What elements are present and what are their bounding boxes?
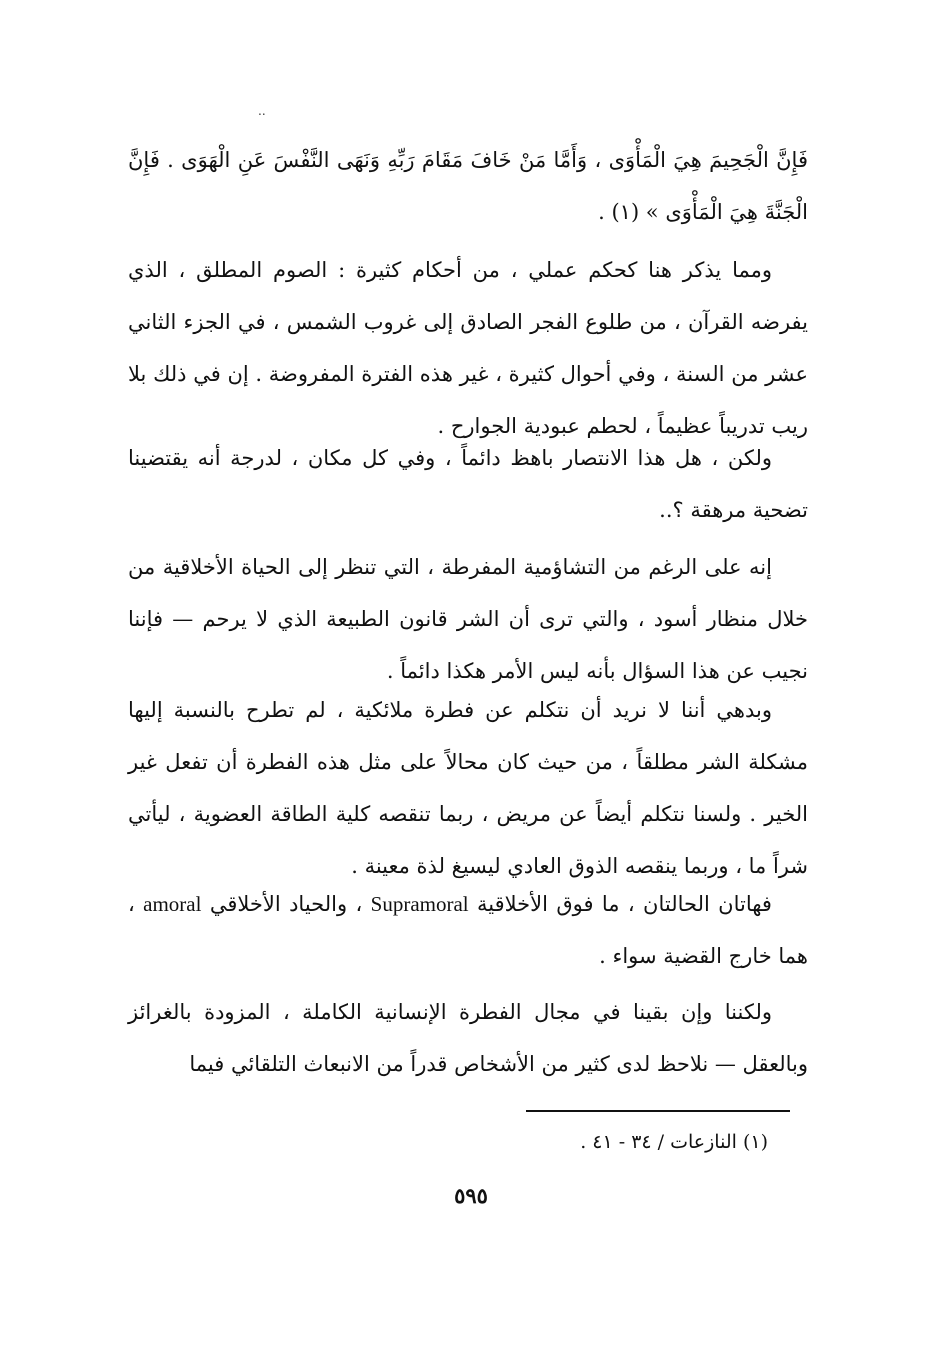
footnote: (١) النازعات / ٣٤ - ٤١ . [580,1131,768,1153]
term-supramoral: Supramoral [370,892,469,916]
quran-verse: فَإِنَّ الْجَحِيمَ هِيَ الْمَأْوَى ، وَأَمَّا مَنْ خَافَ مَقَامَ رَبِّهِ وَنَهَى النَّفْسَ عَنِ الْهَوَى . فَإِنَّ الْجَنَّةَ هِيَ الْمَأْوَى » (١) . [128,148,808,224]
paragraph-pessimism: إنه على الرغم من التشاؤمية المفرطة ، التي تنظر إلى الحياة الأخلاقية من خلال منظار أسود ، والتي ترى أن الشر قانون الطبيعة الذي لا يرحم — فإننا نجيب عن هذا السؤال بأنه ليس الأمر هكذا دائماً . [128,555,808,683]
term-amoral: amoral [143,892,202,916]
paragraph-question: ولكن ، هل هذا الانتصار باهظ دائماً ، وفي كل مكان ، لدرجة أنه يقتضينا تضحية مرهقة ؟.. [128,446,808,522]
top-mark: .. [258,104,266,118]
paragraph-human-nature: ولكننا وإن بقينا في مجال الفطرة الإنسانية الكاملة ، المزودة بالغرائز وبالعقل — نلاحظ لدى كثير من الأشخاص قدراً من الانبعاث التلقائي فيما [128,1000,808,1076]
page-number: ٥٩٥ [454,1183,488,1208]
two-states-text-start: فهاتان الحالتان ، ما فوق الأخلاقية [477,892,772,916]
paragraph-fasting: ومما يذكر هنا كحكم عملي ، من أحكام كثيرة : الصوم المطلق ، الذي يفرضه القرآن ، من طلوع الفجر الصادق إلى غروب الشمس ، في الجزء الثاني عشر من السنة ، وفي أحوال كثيرة ، غير هذه الفترة المفروضة . إن في ذلك بلا ريب تدريباً عظيماً ، لحطم عبودية الجوارح . [128,258,808,438]
two-states-text-middle: ، والحياد الأخلاقي [209,892,363,916]
paragraph-two-states [128,878,808,982]
two-states-text-end: ، هما خارج القضية سواء . [128,892,808,968]
paragraph-angelic-nature: وبدهي أننا لا نريد أن نتكلم عن فطرة ملائكية ، لم تطرح بالنسبة إليها مشكلة الشر مطلقاً ، من حيث كان محالاً على مثل هذه الفطرة أن تفعل غير الخير . ولسنا نتكلم أيضاً عن مريض ، ربما تنقصه كلية الطاقة العضوية ، ليأتي شراً ما ، وربما ينقصه الذوق العادي ليسيغ لذة معينة . [128,698,808,878]
footnote-divider [526,1110,790,1112]
